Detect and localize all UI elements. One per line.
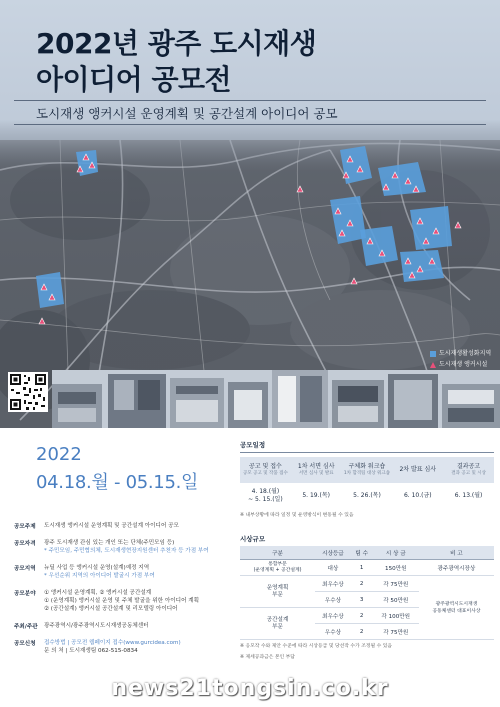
table-row: [240, 576, 494, 592]
info-value-link[interactable]: 접수방법 | 공모전 웹페이지 접수(www.gurcidea.com): [44, 640, 181, 646]
prize-heading: 시상규모: [240, 535, 266, 543]
poster-title: [36, 26, 316, 98]
info-value: 뉴딜 사업 등 앵커시설 운영(설계)예정 지역: [44, 565, 150, 571]
category-cell: 운영계획 부문: [240, 576, 315, 608]
prize-cell: 각 50만원: [373, 592, 419, 608]
info-label: 공모지역: [14, 566, 36, 572]
info-value: 광주 도시재생 관심 있는 개인 또는 단체(주민모임 등): [44, 540, 175, 546]
info-item: [14, 522, 234, 530]
schedule-dates: [240, 485, 494, 507]
teams-cell: 3: [351, 592, 373, 608]
map-legend: [430, 348, 491, 370]
category-cell: [240, 560, 315, 576]
prize-cell: 각 75만원: [373, 576, 419, 592]
grade-cell: 최우수상: [315, 576, 351, 592]
contest-period: 04.18.월 - 05.15.일: [36, 472, 199, 493]
prize-note: ※ 응모작 수와 제안 수준에 따라 시상등급 및 당선작 수가 조정될 수 있음: [240, 644, 393, 649]
grade-cell: 최우수상: [315, 608, 351, 624]
note-cell: 광주광역시도시재생 공동체센터 대표이사상: [419, 576, 494, 640]
step-date: 5. 26.(목): [353, 492, 381, 499]
poster-subtitle: 도시재생 앵커시설 운영계획 및 공간설계 아이디어 공모: [36, 106, 338, 121]
schedule-block: [240, 440, 494, 518]
info-item: [14, 639, 234, 655]
category-cell: 공간설계 부문: [240, 608, 315, 640]
step-date: 4. 18.(월) ~ 5. 15.(일): [248, 488, 283, 503]
legend-item-area: [430, 348, 491, 359]
grade-cell: 대상: [315, 560, 351, 576]
prize-cell: 150만원: [373, 560, 419, 576]
col-header: 시 상 금: [373, 546, 419, 560]
step-label: 결과공고: [456, 463, 481, 470]
info-value: ① 앵커시설 운영계획, ② 앵커시설 공간설계 ① (운영계획) 앵커시설 운영 및 주체 발굴을 위한 아이디어 계획 ② (공간설계) 앵커시설 공간설계 및 리모델링 아이디어: [44, 590, 200, 612]
info-item: [14, 564, 234, 580]
step-label: 공고 및 접수: [249, 463, 282, 470]
teams-cell: 2: [351, 576, 373, 592]
info-label: 공모자격: [14, 541, 36, 547]
step-label: 1차 서면 심사: [297, 463, 335, 470]
prize-note: ※ 제세공과금은 본인 부담: [240, 655, 295, 660]
info-label: 공모주제: [14, 524, 36, 530]
col-header: 팀 수: [351, 546, 373, 560]
qr-code-icon[interactable]: [8, 372, 48, 412]
info-label: 공모분야: [14, 591, 36, 597]
col-header: 구분: [240, 546, 315, 560]
step-date: 5. 19.(목): [302, 492, 331, 499]
teams-cell: 1: [351, 560, 373, 576]
schedule-step: [291, 457, 342, 483]
contest-info-list: [14, 522, 234, 664]
step-date: 6. 13.(월): [454, 492, 483, 499]
info-value-block: [44, 639, 234, 655]
legend-anchor-label: 도시재생 앵커시설: [439, 361, 488, 368]
area-swatch-icon: [430, 351, 436, 357]
legend-area-label: 도시재생활성화지역: [439, 350, 492, 357]
prize-cell: 각 75만원: [373, 624, 419, 640]
info-item: [14, 589, 234, 613]
prize-cell: 각 100만원: [373, 608, 419, 624]
anchor-marker-icon: [430, 362, 436, 368]
watermark: news21tongsin.co.kr: [111, 676, 389, 701]
info-value: 도시재생 앵커시설 운영계획 및 공간설계 아이디어 공모: [44, 523, 179, 529]
info-value-block: [44, 564, 234, 580]
info-label: 공모신청: [14, 641, 36, 647]
info-item: [14, 539, 234, 555]
grade-cell: 우수상: [315, 624, 351, 640]
info-extra: * 주민모임, 주민협의체, 도시재생현장지원센터 추천자 등 가점 부여: [44, 548, 209, 554]
col-header: 비 고: [419, 546, 494, 560]
step-sub: 공모 공고 및 작품 접수: [242, 471, 288, 476]
schedule-heading: 공모일정: [240, 441, 266, 449]
col-header: 시상등급: [315, 546, 351, 560]
step-label: 구체화 워크숍: [348, 463, 386, 470]
contest-year: 2022: [36, 444, 82, 465]
schedule-steps: [240, 457, 494, 483]
step-sub: 1차 합격팀 대상 워크숍: [343, 471, 391, 476]
step-sub: 서면 심사 및 발표: [298, 471, 334, 476]
subtitle-rule-bottom: [14, 124, 486, 125]
schedule-note: ※ 내부상황에 따라 일정 및 운영방식이 변동될 수 있음: [240, 513, 354, 518]
info-label: 주최/주관: [14, 624, 38, 630]
schedule-step: [240, 457, 291, 483]
prize-block: [240, 534, 494, 662]
legend-item-anchor: [430, 359, 491, 370]
info-extra: 문 의 처 | 도시재생팀 062-515-0834: [44, 648, 138, 654]
teams-cell: 2: [351, 624, 373, 640]
schedule-step: [443, 457, 494, 483]
subtitle-rule-top: [14, 100, 486, 101]
title-line-1: 2022년 광주 도시재생: [36, 27, 317, 60]
prize-table-header: [240, 546, 494, 560]
info-value-block: [44, 539, 234, 555]
title-line-2: 아이디어 공모전: [36, 63, 232, 96]
category-sub: (운영계획 + 공간설계): [253, 567, 302, 573]
step-label: 2차 발표 심사: [399, 466, 437, 473]
teams-cell: 2: [351, 608, 373, 624]
table-row: [240, 560, 494, 576]
step-sub: 결과 공고 및 시상: [451, 471, 486, 476]
info-extra: * 우선순위 지역의 아이디어 발굴시 가점 부여: [44, 573, 155, 579]
info-value: 광주광역시/광주광역시도시재생공동체센터: [44, 623, 149, 629]
schedule-step: [342, 457, 393, 483]
prize-table: [240, 546, 494, 640]
schedule-step: [392, 457, 443, 483]
info-item: [14, 622, 234, 630]
step-date: 6. 10.(금): [403, 492, 432, 499]
grade-cell: 우수상: [315, 592, 351, 608]
note-cell: 광주광역시장상: [419, 560, 494, 576]
schedule-rule: [240, 452, 494, 453]
category-label: 통합부문: [268, 561, 287, 567]
anchor-facility-photos: [52, 370, 500, 428]
